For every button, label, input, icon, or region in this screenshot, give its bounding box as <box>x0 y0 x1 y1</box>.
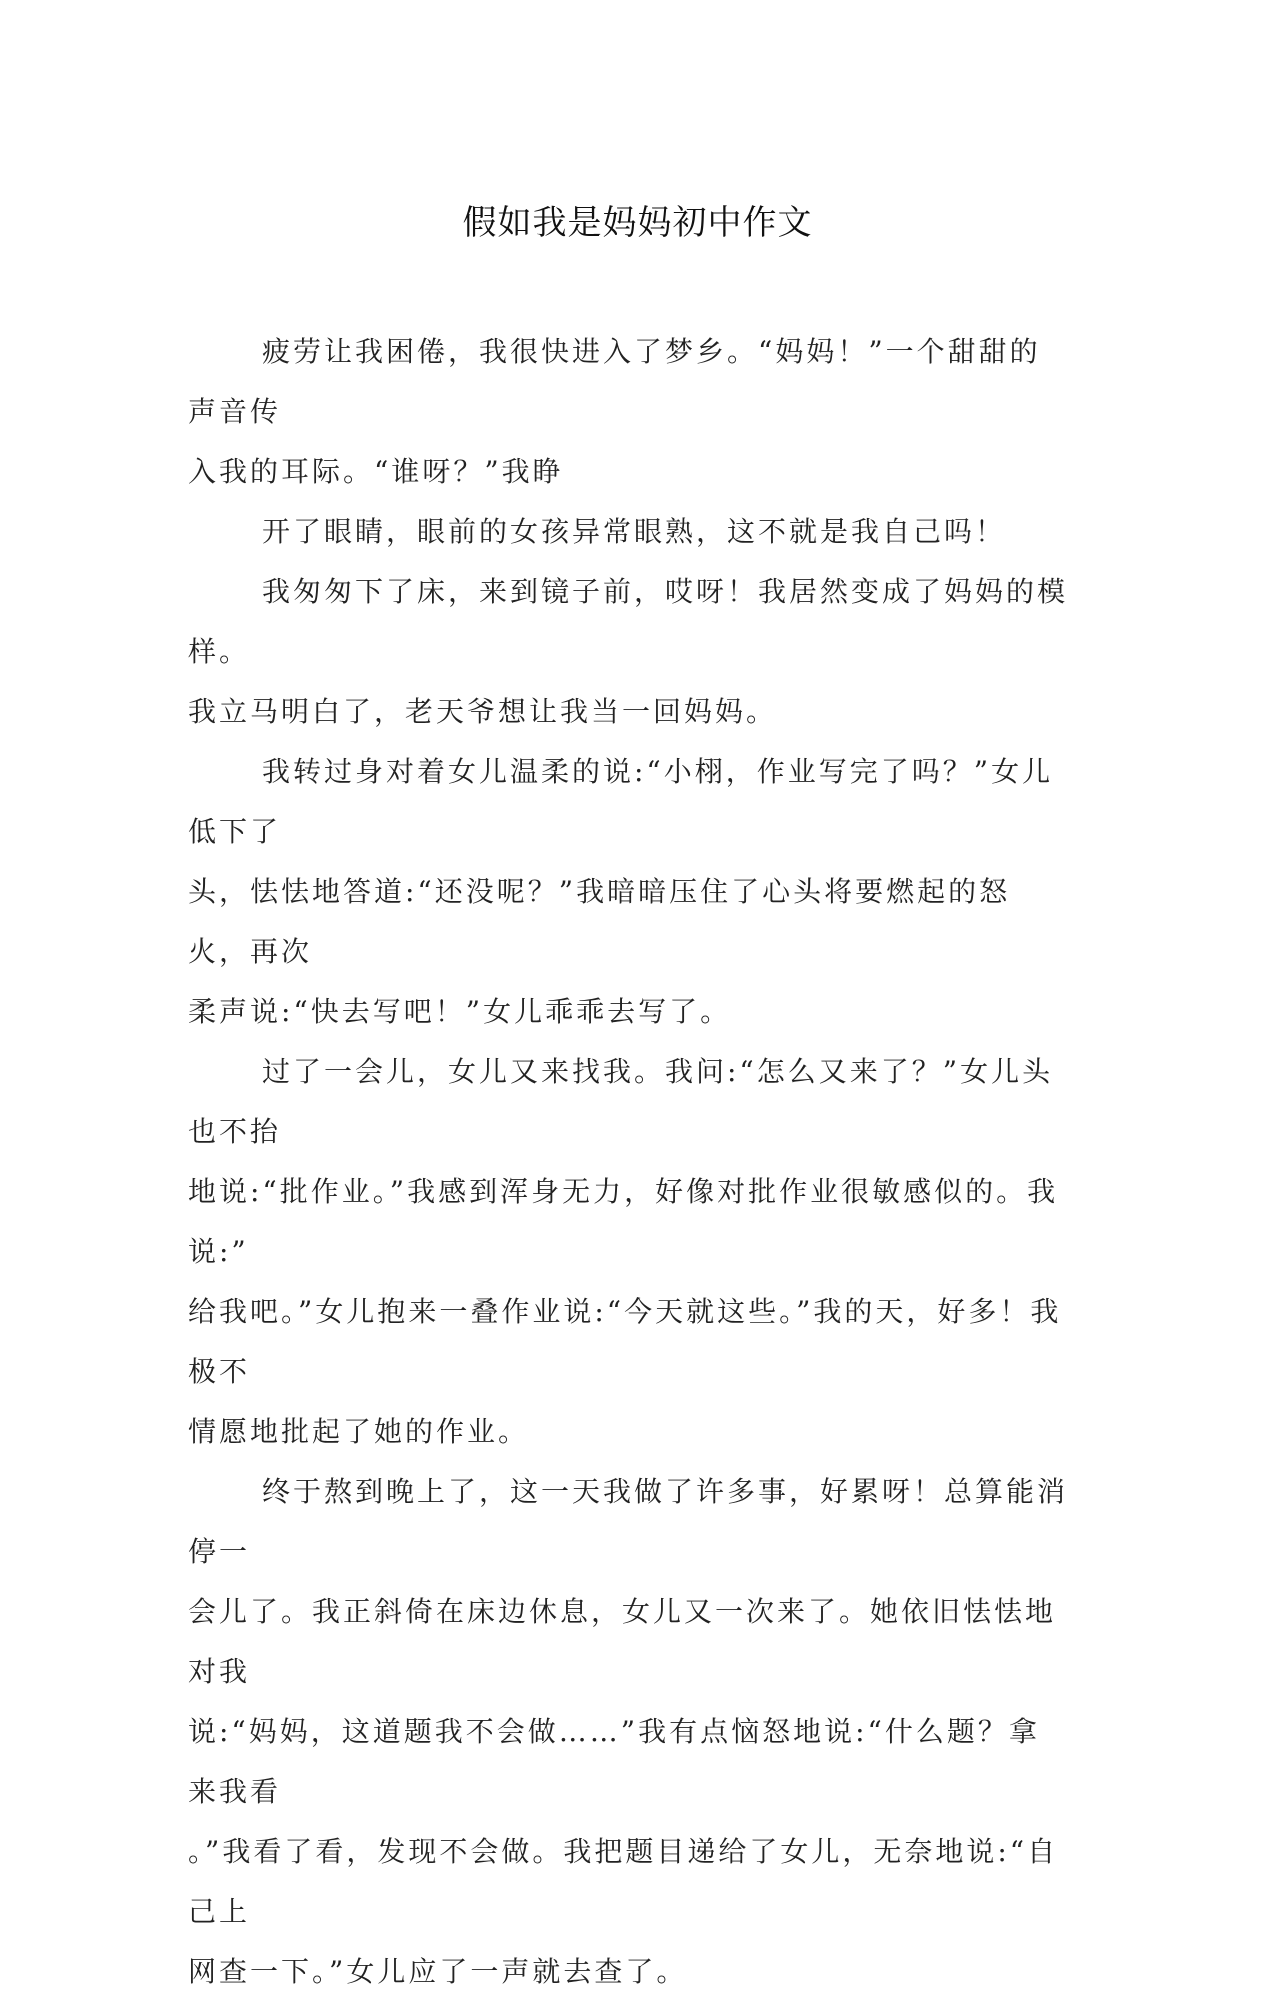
text-line: 。”我看了看，发现不会做。我把题目递给了女儿，无奈地说:“自己上 <box>188 1835 1059 1928</box>
text-line: 会儿了。我正斜倚在床边休息，女儿又一次来了。她依旧怯怯地对我 <box>188 1595 1057 1688</box>
document-body <box>188 322 1068 2002</box>
text-line: 我匆匆下了床，来到镜子前，哎呀！我居然变成了妈妈的模样。 <box>188 575 1069 668</box>
text-line: 我转过身对着女儿温柔的说:“小栩，作业写完了吗？”女儿低下了 <box>188 755 1054 848</box>
text-line: 说:“妈妈，这道题我不会做……”我有点恼怒地说:“什么题？拿来我看 <box>188 1715 1040 1808</box>
text-line: 开了眼睛，眼前的女孩异常眼熟，这不就是我自己吗！ <box>262 515 1007 548</box>
text-line: 网查一下。”女儿应了一声就去查了。 <box>188 1955 688 1988</box>
text-line: 终于熬到晚上了，这一天我做了许多事，好累呀！总算能消停一 <box>188 1475 1069 1568</box>
text-line: 给我吧。”女儿抱来一叠作业说:“今天就这些。”我的天，好多！我极不 <box>188 1295 1062 1388</box>
text-line: 我立马明白了，老天爷想让我当一回妈妈。 <box>188 695 778 728</box>
text-line: 入我的耳际。“谁呀？”我睁 <box>188 455 564 488</box>
text-line: 地说:“批作业。”我感到浑身无力，好像对批作业很敏感似的。我说:” <box>188 1175 1059 1268</box>
text-line: 疲劳让我困倦，我很快进入了梦乡。“妈妈！”一个甜甜的声音传 <box>188 335 1041 428</box>
text-line: 柔声说:“快去写吧！”女儿乖乖去写了。 <box>188 995 732 1028</box>
text-line: 情愿地批起了她的作业。 <box>188 1415 530 1448</box>
document-title: 假如我是妈妈初中作文 <box>462 203 813 243</box>
text-line: 过了一会儿，女儿又来找我。我问:“怎么又来了？”女儿头也不抬 <box>188 1055 1054 1148</box>
text-line: 头，怯怯地答道:“还没呢？”我暗暗压住了心头将要燃起的怒火，再次 <box>188 875 1011 968</box>
